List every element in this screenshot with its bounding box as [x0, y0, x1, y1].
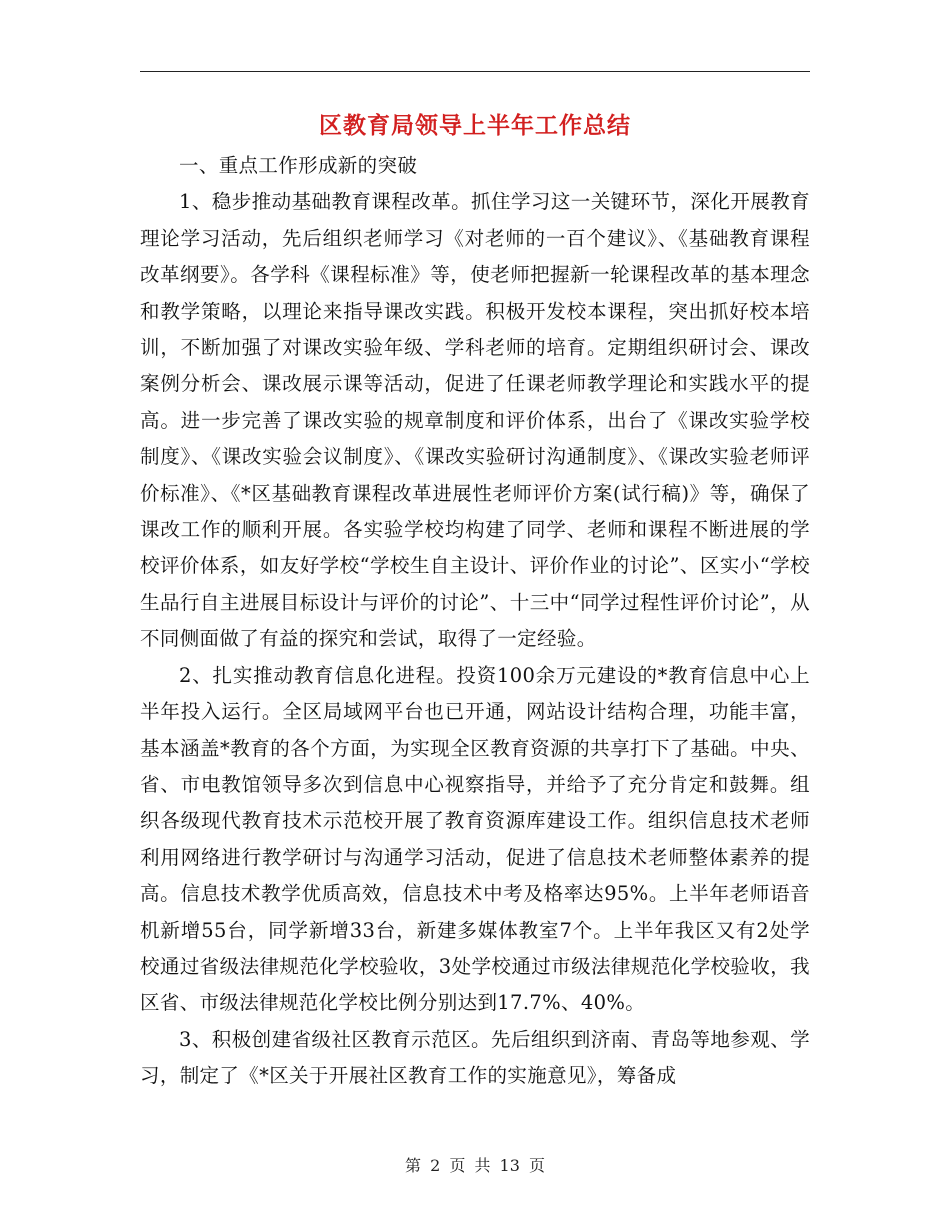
- document-title: 区教育局领导上半年工作总结: [319, 112, 631, 139]
- header-rule: [140, 71, 810, 72]
- document-body: [140, 148, 810, 1095]
- page-footer: 第 2 页 共 13 页: [405, 1156, 545, 1175]
- paragraph-curriculum-reform: 1、稳步推动基础教育课程改革。抓住学习这一关键环节，深化开展教育理论学习活动，先后组织老师学习《对老师的一百个建议》、《基础教育课程改革纲要》。各学科《课程标准》等，使老师把握新一轮课程改革的基本理念和教学策略，以理论来指导课改实践。积极开发校本课程，突出抓好校本培训，不断加强了对课改实验年级、学科老师的培育。定期组织研讨会、课改案例分析会、课改展示课等活动，促进了任课老师教学理论和实践水平的提高。进一步完善了课改实验的规章制度和评价体系，出台了《课改实验学校制度》、《课改实验会议制度》、《课改实验研讨沟通制度》、《课改实验老师评价标准》、《*区基础教育课程改革进展性老师评价方案(试行稿)》等，确保了课改工作的顺利开展。各实验学校均构建了同学、老师和课程不断进展的学校评价体系，如友好学校“学校生自主设计、评价作业的讨论”、区实小“学校生品行自主进展目标设计与评价的讨论”、十三中“同学过程性评价讨论”，从不同侧面做了有益的探究和尝试，取得了一定经验。: [140, 190, 810, 651]
- section-heading: 一、重点工作形成新的突破: [179, 154, 418, 177]
- paragraph-informatization: 2、扎实推动教育信息化进程。投资100余万元建设的*教育信息中心上半年投入运行。全区局域网平台也已开通，网站设计结构合理，功能丰富，基本涵盖*教育的各个方面，为实现全区教育资源的共享打下了基础。中央、省、市电教馆领导多次到信息中心视察指导，并给予了充分肯定和鼓舞。组织各级现代教育技术示范校开展了教育资源库建设工作。组织信息技术老师利用网络进行教学研讨与沟通学习活动，促进了信息技术老师整体素养的提高。信息技术教学优质高效，信息技术中考及格率达95%。上半年老师语音机新增55台，同学新增33台，新建多媒体教室7个。上半年我区又有2处学校通过省级法律规范化学校验收，3处学校通过市级法律规范化学校验收，我区省、市级法律规范化学校比例分别达到17.7%、40%。: [140, 663, 810, 1015]
- paragraph-community-education: 3、积极创建省级社区教育示范区。先后组织到济南、青岛等地参观、学习，制定了《*区关于开展社区教育工作的实施意见》，筹备成: [140, 1027, 810, 1088]
